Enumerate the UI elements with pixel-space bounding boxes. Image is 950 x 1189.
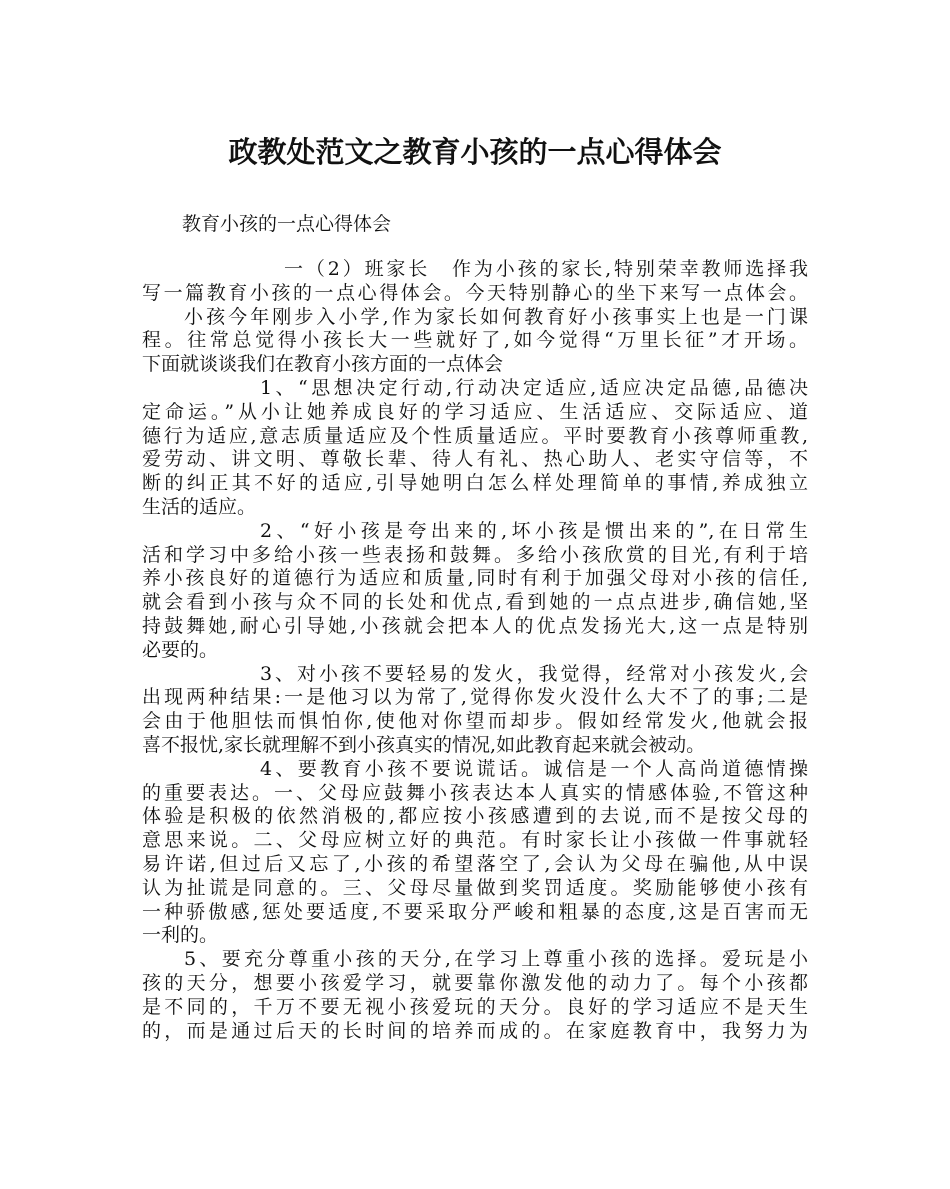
text-line: 程。往常总觉得小孩长大一些就好了,如今觉得“万里长征”才开场。 [142,329,808,352]
text-line: 断的纠正其不好的适应,引导她明白怎么样处理简单的事情,养成独立 [142,472,808,495]
text-line: 持鼓舞她,耐心引导她,小孩就会把本人的优点发扬光大,这一点是特别 [142,614,808,637]
text-line: 1、“思想决定行动,行动决定适应,适应决定品德,品德决 [260,376,808,399]
text-line: 2、“好小孩是夸出来的,坏小孩是惯出来的”,在日常生 [260,519,808,542]
text-line: 出现两种结果:一是他习以为常了,觉得你发火没什么大不了的事;二是 [142,686,808,709]
text-line: 一（2）班家长 作为小孩的家长,特别荣幸教师选择我 [284,258,808,280]
text-line: 一利的。 [142,924,219,947]
text-line: 的，而是通过后天的长时间的培养而成的。在家庭教育中，我努力为 [142,1019,808,1042]
text-line: 写一篇教育小孩的一点心得体会。今天特别静心的坐下来写一点体会。 [142,281,808,304]
text-line: 养小孩良好的道德行为适应和质量,同时有利于加强父母对小孩的信任, [142,567,808,590]
text-line: 认为扯谎是同意的。三、父母尽量做到奖罚适度。奖励能够使小孩有 [142,876,808,899]
text-line: 的重要表达。一、父母应鼓舞小孩表达本人真实的情感体验,不管这种 [142,781,808,804]
text-line: 体验是积极的依然消极的,都应按小孩感遭到的去说,而不是按父母的 [142,805,808,828]
text-line: 生活的适应。 [142,495,257,518]
text-line: 就会看到小孩与众不同的长处和优点,看到她的一点点进步,确信她,坚 [142,591,808,614]
text-line: 孩的天分，想要小孩爱学习，就要靠你激发他的动力了。每个小孩都 [142,971,808,994]
text-line: 意思来说。二、父母应树立好的典范。有时家长让小孩做一件事就轻 [142,829,808,852]
text-line: 易许诺,但过后又忘了,小孩的希望落空了,会认为父母在骗他,从中误 [142,852,808,875]
text-line: 喜不报忧,家长就理解不到小孩真实的情况,如此教育起来就会被动。 [142,733,706,756]
text-line: 4、要教育小孩不要说谎话。诚信是一个人高尚道德情操 [260,757,808,780]
text-line: 必要的。 [142,638,219,661]
document-subtitle: 教育小孩的一点心得体会 [182,213,392,235]
text-line: 一种骄傲感,惩处要适度,不要采取分严峻和粗暴的态度,这是百害而无 [142,900,808,923]
text-line: 小孩今年刚步入小学,作为家长如何教育好小孩事实上也是一门课 [184,305,808,328]
text-line: 会由于他胆怯而惧怕你,使他对你望而却步。假如经常发火,他就会报 [142,710,808,733]
text-line: 定命运。”从小让她养成良好的学习适应、生活适应、交际适应、道 [142,400,808,423]
text-line: 是不同的，千万不要无视小孩爱玩的天分。良好的学习适应不是天生 [142,995,808,1018]
text-line: 爱劳动、讲文明、尊敬长辈、待人有礼、热心助人、老实守信等，不 [142,448,808,471]
text-line: 下面就谈谈我们在教育小孩方面的一点体会 [142,353,504,376]
text-line: 德行为适应,意志质量适应及个性质量适应。平时要教育小孩尊师重教, [142,424,808,447]
text-line: 3、对小孩不要轻易的发火，我觉得，经常对小孩发火,会 [260,662,808,685]
text-line: 5、要充分尊重小孩的天分,在学习上尊重小孩的选择。爱玩是小 [184,948,808,971]
document-body [142,258,808,1043]
page-title: 政教处范文之教育小孩的一点心得体会 [228,135,722,169]
text-line: 活和学习中多给小孩一些表扬和鼓舞。多给小孩欣赏的目光,有利于培 [142,543,808,566]
